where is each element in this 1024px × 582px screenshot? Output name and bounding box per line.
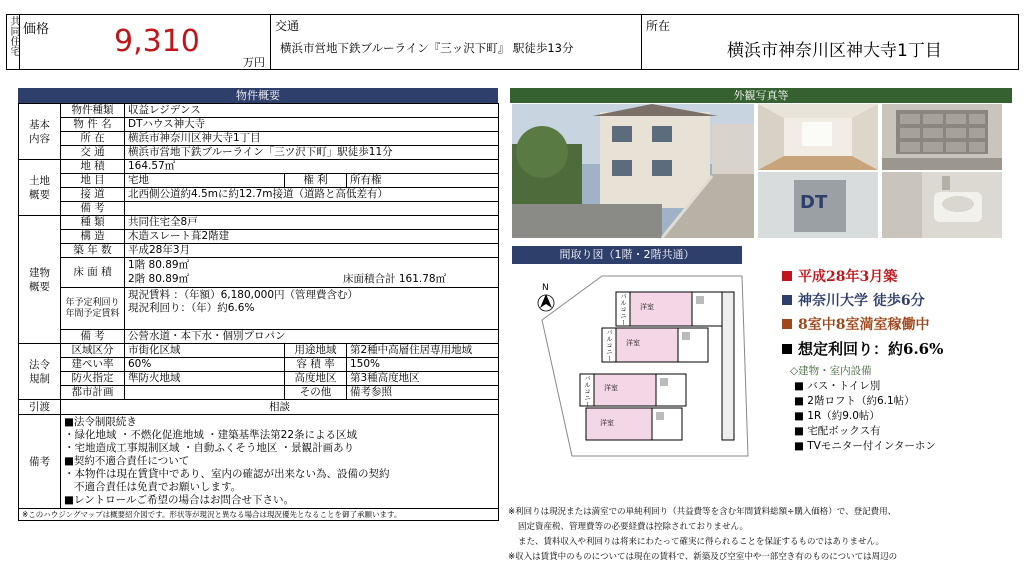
highlight-bullet — [782, 271, 792, 281]
balcony-label: バルコニー — [619, 293, 627, 326]
highlight-item — [782, 290, 1018, 314]
law-fire-value: 準防火地域 — [125, 372, 285, 386]
room-label: 洋室 — [640, 303, 654, 311]
note-line: ※利回りは現況または満室での単純利回り（共益費等を含む年間賃料総額÷購入価格）で、登記費用、 — [508, 507, 897, 517]
price-label: 価格 — [23, 22, 50, 37]
notes — [508, 505, 1018, 565]
building-income-line2: 現況利回り：（年）約6.6% — [128, 302, 255, 314]
remarks-line: ・本物件は現在賃貸中であり、室内の確認が出来ない為、設備の契約 — [64, 468, 390, 480]
building-structure-value: 木造スレート葺2階建 — [125, 230, 499, 244]
building-floor-label: 床 面 積 — [61, 258, 125, 288]
remarks-line: ■レントロールご希望の場合はお問合せ下さい。 — [64, 494, 294, 506]
law-height-value: 第3種高度地区 — [347, 372, 499, 386]
building-income-line1: 現況賃料 ：（年額）6,180,000円（管理費含む） — [128, 289, 359, 301]
room-label: 洋室 — [604, 384, 618, 392]
overview-title: 物件概要 — [236, 89, 280, 102]
location-value: 横浜市神奈川区神大寺1丁目 — [727, 41, 942, 61]
note-line: 固定資産税、管理費等の必要経費は控除されておりません。 — [518, 522, 749, 532]
balcony-label: バルコニー — [583, 375, 591, 408]
land-rights-value: 所有権 — [347, 174, 499, 188]
delivery-value: 相談 — [61, 400, 499, 415]
building-floor-2: 2階 80.89㎡ — [128, 273, 190, 286]
location-label: 所在 — [646, 19, 671, 33]
law-far-label: 容 積 率 — [285, 358, 347, 372]
highlight-text: 神奈川大学 徒歩6分 — [798, 293, 925, 309]
highlight-text: 8室中8室満室稼働中 — [798, 317, 930, 333]
law-use-value: 第2種中高層住居専用地域 — [347, 344, 499, 358]
remarks-cell — [61, 415, 499, 509]
section-building: 建物概要 — [19, 216, 61, 344]
remarks-label: 備考 — [19, 415, 61, 509]
building-structure-label: 構 造 — [61, 230, 125, 244]
note-line: また、賃料収入や利回りは将来にわたって確実に得られることを保証するものではありません。 — [518, 537, 885, 547]
building-kind-value: 共同住宅全8戸 — [125, 216, 499, 230]
law-zone-label: 区域区分 — [61, 344, 125, 358]
law-height-label: 高度地区 — [285, 372, 347, 386]
land-category-label: 地 目 — [61, 174, 125, 188]
remarks-line: 不適合責任は免責でお願いします。 — [74, 481, 242, 493]
building-floor-row-2 — [125, 273, 499, 288]
row-value: 横浜市営地下鉄ブルーライン「三ツ沢下町」駅徒歩11分 — [125, 146, 499, 160]
land-note-value — [125, 202, 499, 216]
overview-title-bar — [18, 88, 498, 103]
land-note-label: 備 考 — [61, 202, 125, 216]
room-label: 洋室 — [600, 419, 614, 427]
law-other-value: 備考参照 — [347, 386, 499, 400]
floorplan-title-bar — [512, 246, 742, 264]
law-bcr-label: 建ぺい率 — [61, 358, 125, 372]
highlight-text: 平成28年3月築 — [798, 269, 898, 285]
law-use-label: 用途地域 — [285, 344, 347, 358]
highlights — [782, 266, 1018, 364]
highlight-item — [782, 338, 1018, 364]
equipment-item: ■ 1R（約9.0帖） — [794, 410, 880, 422]
building-age-value: 平成28年3月 — [125, 244, 499, 258]
highlight-bullet — [782, 295, 792, 305]
access-value: 横浜市営地下鉄ブルーライン『三ッ沢下町』 駅徒歩13分 — [280, 41, 574, 55]
highlight-bullet — [782, 319, 792, 329]
equipment-item: ■ バス・トイレ別 — [794, 380, 881, 392]
footnote: ※このハウジングマップは概要紹介図です。形状等が現況と異なる場合は現況優先となることを御了承願います。 — [19, 509, 499, 521]
law-bcr-value: 60% — [125, 358, 285, 372]
land-area-value: 164.57㎡ — [125, 160, 499, 174]
building-floor-1: 1階 80.89㎡ — [125, 258, 499, 273]
law-plan-value — [125, 386, 285, 400]
land-area-label: 地 積 — [61, 160, 125, 174]
section-law: 法令規制 — [19, 344, 61, 400]
building-kind-label: 種 類 — [61, 216, 125, 230]
highlight-text: 想定利回り：約6.6% — [798, 340, 944, 358]
equipment-item: ■ 宅配ボックス有 — [794, 425, 881, 437]
access-label: 交通 — [275, 19, 300, 33]
row-label: 所 在 — [61, 132, 125, 146]
balcony-label: バルコニー — [605, 329, 613, 362]
equipment-item: ■ TVモニター付インターホン — [794, 440, 936, 452]
price-unit: 万円 — [243, 56, 265, 69]
highlight-item — [782, 314, 1018, 338]
remarks-line: ・緑化地域 ・不燃化促進地域 ・建築基準法第22条による区域 — [64, 429, 358, 441]
equipment-title: ◇建物・室内設備 — [790, 365, 872, 377]
land-category-value: 宅地 — [125, 174, 285, 188]
building-floor-total: 床面積合計 161.78㎡ — [343, 272, 447, 285]
interior-room-photo — [758, 104, 878, 170]
land-road-value: 北西側公道約4.5mに約12.7m接道（道路と高低差有） — [125, 188, 499, 202]
building-income-label: 年予定利回り 年間予定賃料 — [61, 288, 125, 330]
law-fire-label: 防火指定 — [61, 372, 125, 386]
north-arrow-icon — [538, 283, 554, 311]
section-basic: 基本内容 — [19, 104, 61, 160]
svg-text:N: N — [542, 283, 549, 293]
highlight-item — [782, 266, 1018, 290]
row-label: 物件種類 — [61, 104, 125, 118]
row-label: 物 件 名 — [61, 118, 125, 132]
exterior-photo — [512, 104, 754, 238]
row-value: 横浜市神奈川区神大寺1丁目 — [125, 132, 499, 146]
building-income-cell — [125, 288, 499, 330]
row-value: DTハウス神大寺 — [125, 118, 499, 132]
law-zone-value: 市街化区域 — [125, 344, 285, 358]
photos-title-bar — [510, 88, 1012, 103]
highlight-bullet — [782, 344, 792, 354]
law-other-label: その他 — [285, 386, 347, 400]
photos-title: 外観写真等 — [733, 89, 789, 102]
row-label: 交 通 — [61, 146, 125, 160]
remarks-line: ■法令制限続き — [64, 416, 137, 428]
building-age-label: 築 年 数 — [61, 244, 125, 258]
mailbox-photo — [882, 104, 1002, 170]
floorplan-diagram — [512, 270, 764, 472]
sign-text: DT — [800, 192, 828, 213]
note-line: ※収入は賃貸中のものについては現在の賃料で、新築及び空室中や一部空き有のものについては周辺の — [508, 552, 898, 562]
overview-table — [18, 103, 499, 521]
remarks-line: ■契約不適合責任について — [64, 455, 190, 467]
type-label: 共同住宅 — [8, 16, 19, 56]
equipment-item: ■ 2階ロフト（約6.1帖） — [794, 395, 915, 407]
building-note-label: 備 考 — [61, 330, 125, 344]
row-value: 収益レジデンス — [125, 104, 499, 118]
law-far-value: 150% — [347, 358, 499, 372]
floorplan-title: 間取り図（1階・2階共通） — [559, 248, 695, 261]
price-value: 9,310 — [114, 24, 200, 59]
remarks-line: ・宅地造成工事規制区域 ・自動ふくそう地区 ・景観計画あり — [64, 442, 355, 454]
building-note-value: 公營水道・本下水・個別プロパン — [125, 330, 499, 344]
bathroom-photo — [882, 172, 1002, 238]
delivery-label: 引渡 — [19, 400, 61, 415]
sign-photo — [758, 172, 878, 238]
floorplan-svg — [512, 270, 764, 472]
land-rights-label: 権 利 — [285, 174, 347, 188]
land-road-label: 接 道 — [61, 188, 125, 202]
equipment — [790, 364, 936, 454]
room-label: 洋室 — [626, 339, 640, 347]
law-plan-label: 都市計画 — [61, 386, 125, 400]
section-land: 土地概要 — [19, 160, 61, 216]
